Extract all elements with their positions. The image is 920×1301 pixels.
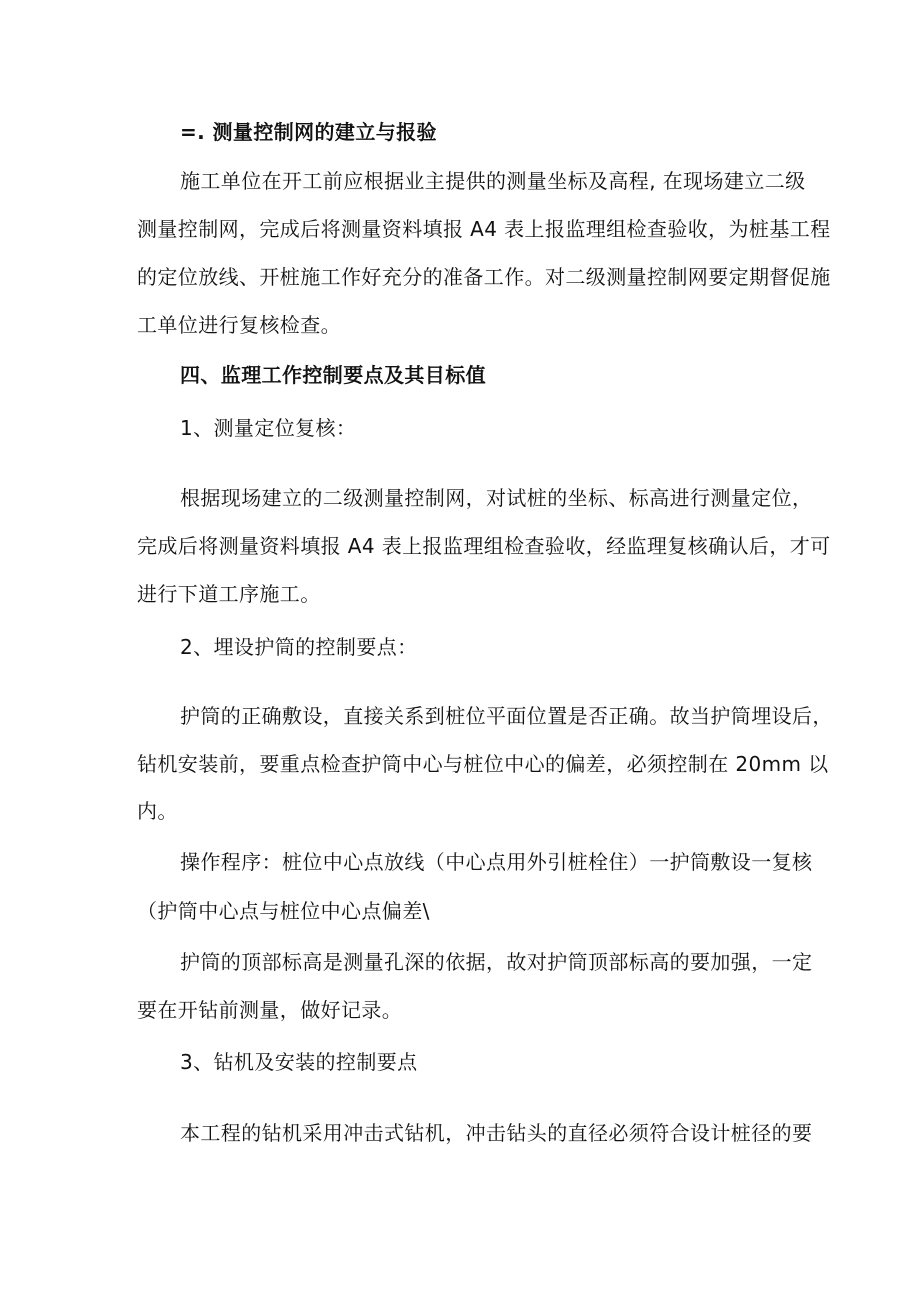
paragraph-line: 操作程序：桩位中心点放线（中心点用外引桩栓住）一护筒敷设一复核 <box>180 850 813 874</box>
subsection-title: 1、测量定位复核： <box>180 416 357 440</box>
paragraph-line: 施工单位在开工前应根据业主提供的测量坐标及高程, 在现场建立二级 <box>180 169 806 193</box>
paragraph-line: 要在开钻前测量，做好记录。 <box>137 998 403 1022</box>
paragraph-line: 内。 <box>137 799 178 823</box>
paragraph-line: 测量控制网，完成后将测量资料填报 A4 表上报监理组检查验收，为桩基工程 <box>137 217 831 241</box>
paragraph-line: 护筒的正确敷设，直接关系到桩位平面位置是否正确。故当护筒埋设后， <box>180 704 833 728</box>
paragraph-line: 根据现场建立的二级测量控制网，对试桩的坐标、标高进行测量定位， <box>180 486 813 510</box>
paragraph-line: 进行下道工序施工。 <box>137 582 321 606</box>
paragraph-line: 护筒的顶部标高是测量孔深的依据，故对护筒顶部标高的要加强，一定 <box>180 950 813 974</box>
section-heading: 四、监理工作控制要点及其目标值 <box>180 363 486 387</box>
paragraph-line: 本工程的钻机采用冲击式钻机，冲击钻头的直径必须符合设计桩径的要 <box>180 1121 813 1145</box>
paragraph-line: 工单位进行复核检查。 <box>137 313 341 337</box>
paragraph-line: 完成后将测量资料填报 A4 表上报监理组检查验收，经监理复核确认后，才可 <box>137 534 831 558</box>
paragraph-line: （护筒中心点与桩位中心点偏差\ <box>137 899 430 923</box>
subsection-title: 2、埋设护筒的控制要点： <box>180 635 418 659</box>
section-heading: =. 测量控制网的建立与报验 <box>180 120 437 144</box>
paragraph-line: 钻机安装前，要重点检查护筒中心与桩位中心的偏差，必须控制在 20mm 以 <box>137 752 829 776</box>
paragraph-line: 的定位放线、开桩施工作好充分的准备工作。对二级测量控制网要定期督促施 <box>137 265 831 289</box>
subsection-title: 3、钻机及安装的控制要点 <box>180 1050 418 1074</box>
